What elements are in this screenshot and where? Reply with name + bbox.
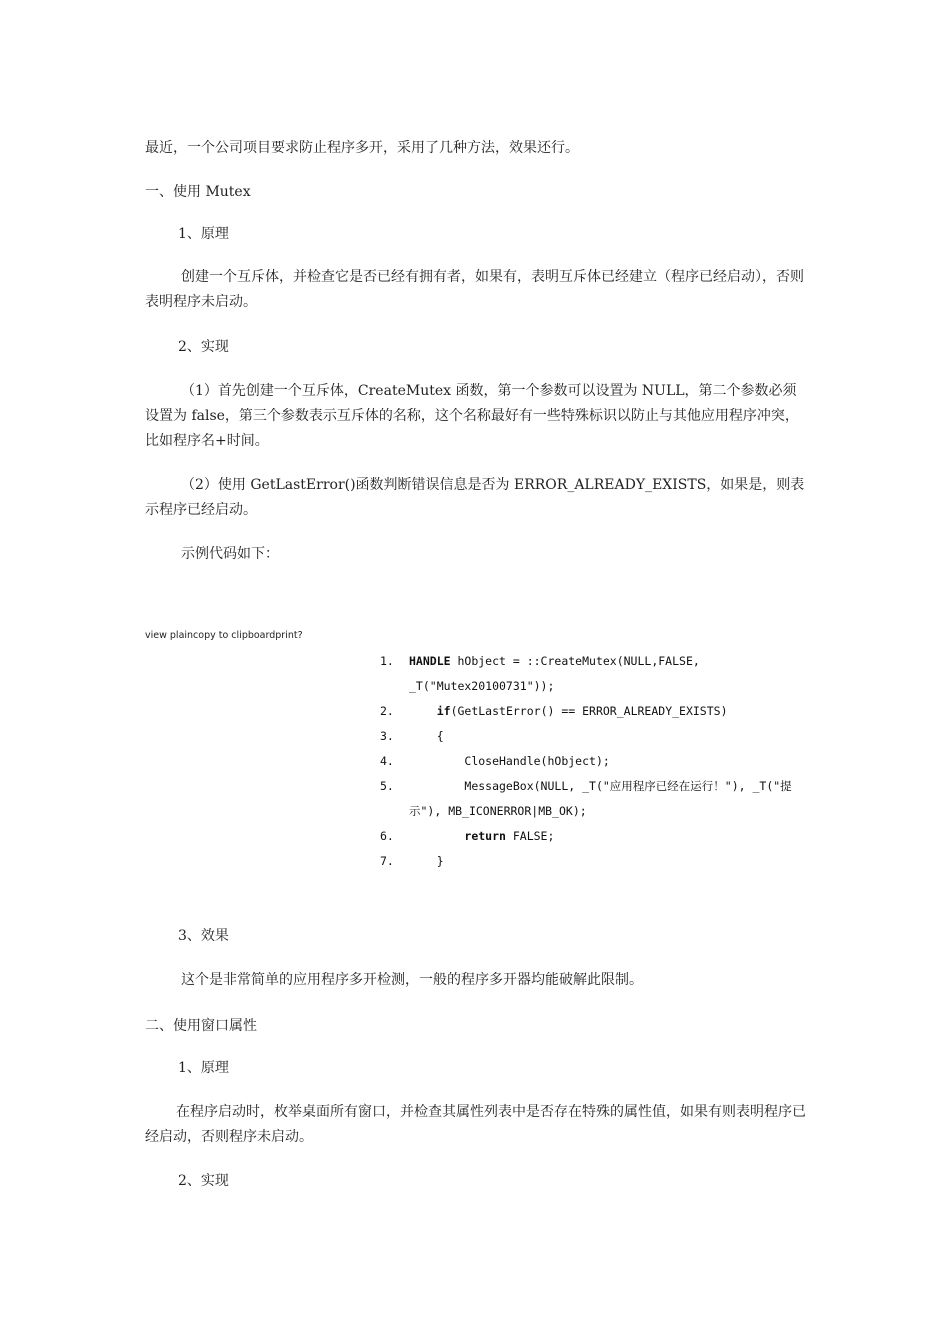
code-indent	[409, 779, 464, 793]
code-text: MessageBox(NULL, _T("应用程序已经在运行！"), _T("提示"), MB_ICONERROR|MB_OK);	[409, 779, 792, 818]
code-keyword: if	[436, 704, 451, 718]
section1-impl-step1: （1）首先创建一个互斥体，CreateMutex 函数，第一个参数可以设置为 NULL，第二个参数必须设置为 false，第三个参数表示互斥体的名称，这个名称最好有一些特殊标识以防止与其他应用程序冲突，比如程序名+时间。	[145, 383, 799, 449]
example-code-caption: 示例代码如下：	[181, 546, 279, 562]
code-line	[378, 774, 818, 824]
code-keyword: return	[464, 829, 506, 843]
line-number: 4.	[380, 754, 394, 768]
section2-heading: 二、使用窗口属性	[145, 1018, 257, 1034]
code-text: hObject = ::CreateMutex(NULL,FALSE, _T("Mutex20100731"));	[409, 654, 707, 693]
line-number: 6.	[380, 829, 394, 843]
code-indent	[409, 754, 464, 768]
section2-impl-heading: 2、实现	[178, 1173, 229, 1189]
code-text: {	[436, 729, 444, 743]
code-keyword: HANDLE	[409, 654, 451, 668]
line-number: 2.	[380, 704, 394, 718]
section1-heading: 一、使用 Mutex	[145, 184, 251, 200]
code-text: FALSE;	[505, 829, 555, 843]
section1-principle-heading: 1、原理	[178, 226, 229, 242]
code-line	[378, 749, 818, 774]
code-line	[378, 824, 818, 849]
section2-principle-heading: 1、原理	[178, 1060, 229, 1076]
section1-impl-heading: 2、实现	[178, 339, 229, 355]
code-text: (GetLastError() == ERROR_ALREADY_EXISTS)	[450, 704, 728, 718]
code-indent	[409, 854, 437, 868]
code-indent	[409, 729, 437, 743]
code-indent	[409, 704, 437, 718]
code-line	[378, 724, 818, 749]
section1-effect-heading: 3、效果	[178, 928, 229, 944]
intro-paragraph: 最近，一个公司项目要求防止程序多开，采用了几种方法，效果还行。	[145, 140, 579, 156]
code-line	[378, 849, 818, 874]
section1-effect-text: 这个是非常简单的应用程序多开检测，一般的程序多开器均能破解此限制。	[181, 972, 643, 988]
code-text: }	[436, 854, 444, 868]
code-block	[378, 649, 818, 874]
code-toolbar-links[interactable]: view plaincopy to clipboardprint?	[145, 630, 303, 641]
code-line	[378, 699, 818, 724]
code-text: CloseHandle(hObject);	[464, 754, 610, 768]
line-number: 7.	[380, 854, 394, 868]
line-number: 3.	[380, 729, 394, 743]
section1-impl-step2: （2）使用 GetLastError()函数判断错误信息是否为 ERROR_ALREADY_EXISTS，如果是，则表示程序已经启动。	[145, 477, 805, 518]
line-number: 5.	[380, 779, 394, 793]
code-indent	[409, 829, 464, 843]
section1-principle-text: 创建一个互斥体，并检查它是否已经有拥有者，如果有，表明互斥体已经建立（程序已经启动），否则表明程序未启动。	[145, 269, 804, 310]
code-line	[378, 649, 818, 699]
section2-principle-text: 在程序启动时，枚举桌面所有窗口，并检查其属性列表中是否存在特殊的属性值，如果有则表明程序已经启动，否则程序未启动。	[145, 1104, 806, 1145]
line-number: 1.	[380, 654, 394, 668]
